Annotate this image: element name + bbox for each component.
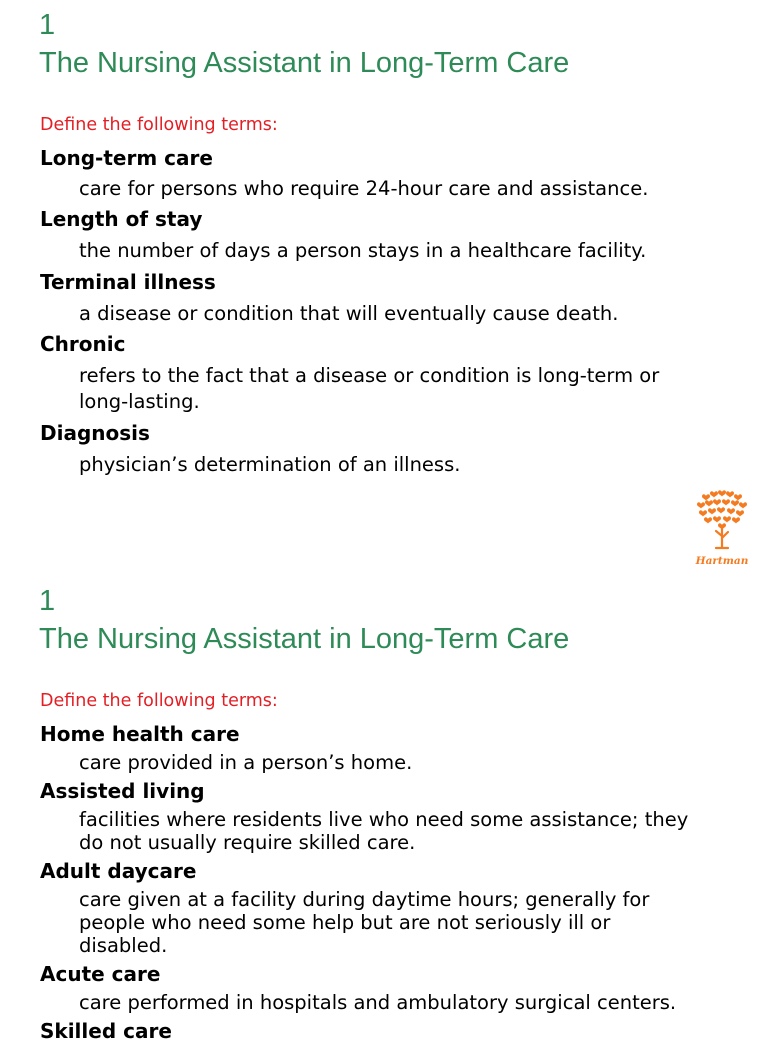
chapter-number: 1 [39,585,56,617]
definition-line: a disease or condition that will eventually cause death. [79,302,619,325]
chapter-title: The Nursing Assistant in Long-Term Care [39,623,570,655]
definition-line: do not usually require skilled care. [79,831,416,854]
heart-tree-logo-icon [694,490,750,570]
definition-line: care performed in hospitals and ambulatory surgical centers. [79,991,677,1014]
term-long-term-care: Long-term care [40,146,213,170]
logo-text: Hartman [695,555,749,567]
definition-line: refers to the fact that a disease or condition is long-term or [79,364,660,387]
definition-line: care given at a facility during daytime hours; generally for [79,888,650,911]
instruction-text: Define the following terms: [40,115,278,135]
term-acute-care: Acute care [40,962,161,986]
chapter-title: The Nursing Assistant in Long-Term Care [39,47,570,79]
definition-line: people who need some help but are not seriously ill or [79,911,611,934]
term-home-health-care: Home health care [40,722,240,746]
term-length-of-stay: Length of stay [40,207,203,231]
slide-2 [0,576,768,1043]
instruction-text: Define the following terms: [40,691,278,711]
term-adult-daycare: Adult daycare [40,859,197,883]
definition-line: facilities where residents live who need some assistance; they [79,808,689,831]
definition-line: physician’s determination of an illness. [79,453,461,476]
definition-line: the number of days a person stays in a healthcare facility. [79,239,647,262]
term-terminal-illness: Terminal illness [40,270,216,294]
definition-line: disabled. [79,934,168,957]
definition-line: care provided in a person’s home. [79,751,413,774]
definition-line: care for persons who require 24-hour care and assistance. [79,177,649,200]
chapter-number: 1 [39,9,56,41]
definition-line: long-lasting. [79,390,200,413]
term-skilled-care: Skilled care [40,1019,172,1043]
term-diagnosis: Diagnosis [40,421,150,445]
term-assisted-living: Assisted living [40,779,205,803]
term-chronic: Chronic [40,332,126,356]
